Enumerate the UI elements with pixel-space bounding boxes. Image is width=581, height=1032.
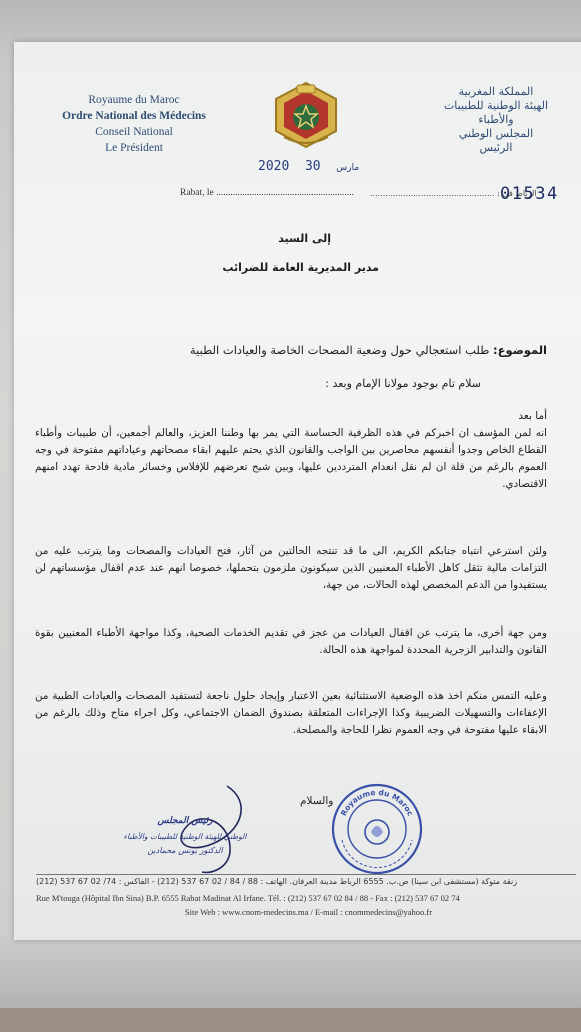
opening: أما بعد: [518, 410, 547, 422]
date-year: 2020: [258, 159, 290, 174]
footer-address-fr: Rue M'touga (Hôpital Ibn Sina) B.P. 6555 Rabat Madinat Al Irfane. Tél. : (212) 537 67 02 84 / 88 - Fax : (212) 537 67 02 74: [36, 893, 460, 903]
handwritten-date: [258, 159, 359, 174]
signature-title: رئيس المجلس: [157, 816, 213, 826]
letterhead-fr-president: Le Président: [105, 142, 163, 154]
body-paragraph-4: وعليه التمس منكم اخذ هذه الوضعية الاستثنائية بعين الاعتبار وإيجاد حلول ناجعة لتستفيد المصحات والعيادات الطبية من الإعفاءات والتسهيلات الضريبية وكذا الإجراءات المتعلقة بصندوق الضمان الاجتماعي، وكل اجراء متاح وذلك بالرغم من الابقاء عليها مفتوحة في وجه العموم نظرا للحاجة والمصلحة.: [35, 690, 547, 736]
date-day: 30: [304, 159, 321, 174]
recipient-label: إلى السيد: [278, 232, 331, 245]
closing: والسلام: [300, 795, 334, 807]
letterhead-fr-order: Ordre National des Médecins: [62, 110, 206, 122]
body-paragraph-3: ومن جهة أخرى، ما يترتب عن اقفال العيادات من عجز في تقديم الخدمات الصحية، وكذا مواجهة الأطباء المعنيين بقوة القانون والتدابير الزجرية المحددة لمواجهة هذه الحالة.: [35, 627, 547, 656]
footer-divider: [36, 874, 576, 875]
letterhead-ar-order: الهيئة الوطنية للطبيبات والأطباء: [443, 99, 549, 126]
letterhead-ar-kingdom: المملكة المغربية: [458, 85, 534, 98]
subject-text: طلب استعجالي حول وضعية المصحات الخاصة والعيادات الطبية: [189, 343, 490, 357]
date-month: مارس: [336, 163, 360, 173]
stamp-text: Royaume du Maroc: [339, 787, 415, 818]
official-round-stamp: [330, 782, 424, 876]
greeting: سلام تام بوجود مولانا الإمام وبعد :: [325, 377, 481, 390]
letterhead-french: [44, 92, 224, 156]
subject-label: الموضوع:: [493, 343, 547, 357]
letterhead-arabic: [426, 85, 566, 155]
letterhead-fr-kingdom: Royaume du Maroc: [88, 94, 180, 106]
recipient-name: مدير المديرية العامة للضرائب: [222, 261, 379, 274]
signature-name: الدكتور يونس محمادين: [147, 846, 223, 855]
letterhead-ar-president: الرئيس: [479, 141, 513, 154]
reference-number: 01534: [500, 184, 559, 204]
letterhead-fr-council: Conseil National: [95, 126, 173, 138]
handwritten-signature: [92, 782, 267, 878]
signature-org: الوطني للهيئة الوطنية للطبيبات والأطباء: [123, 832, 247, 841]
place-date-line-fr: Rabat, le ..........................................................: [180, 188, 354, 198]
body-paragraph-1: انه لمن المؤسف ان اخبركم في هذه الظرفية الحساسة التي يمر بها وطننا العزيز، والعالم أجمعين، أن طبيبات وأطباء القطاع الخاص وجدوا أنفسهم محاصرين بين الواجب والقانون الذي يحتم عليهم ابقاء مصحاتهم وعياداتهم مفتوحة في وجه العموم بالرغم من قلة ان لم نقل انعدام المترددين عليها، وبين شبح تعرضهم للإفلاس وخسائر مادية فادحة تهدد امنهم الاقتصادي.: [35, 427, 547, 490]
letterhead-ar-council: المجلس الوطني: [458, 127, 534, 140]
order-emblem-logo: [270, 79, 342, 151]
place-date-line-ar: الرباط في : .................................................: [370, 189, 537, 198]
footer-address-ar: زنقة متوكة (مستشفى ابن سينا) ص.ب. 6555 الرباط مدينة العرفان. الهاتف : 88 / 84 / 02 67 537 (212) - الفاكس : 74/ 02 67 537 (212): [36, 877, 518, 886]
body-paragraph-2: ولئن استرعي انتباه جنابكم الكريم، الى ما قد تنتجه الحالتين من آثار، فتح العيادات والمصحات وما يترتب عليه من التزامات مالية تثقل كاهل الأطباء المعنيين الذين سيكونون ملزمون بتحملها، خصوصا انهم عند عدم اقفال مؤسساتهم لن يستفيدوا من الدعم المخصص لهذه الحالات، من جهة،: [35, 545, 547, 591]
svg-text:Royaume du Maroc: [339, 788, 415, 817]
table-surface: [0, 1008, 581, 1032]
footer-website-email: Site Web : www.cnom-medecins.ma / E-mail : cnommedecins@yahoo.fr: [184, 907, 433, 917]
subject-line: [190, 343, 547, 357]
